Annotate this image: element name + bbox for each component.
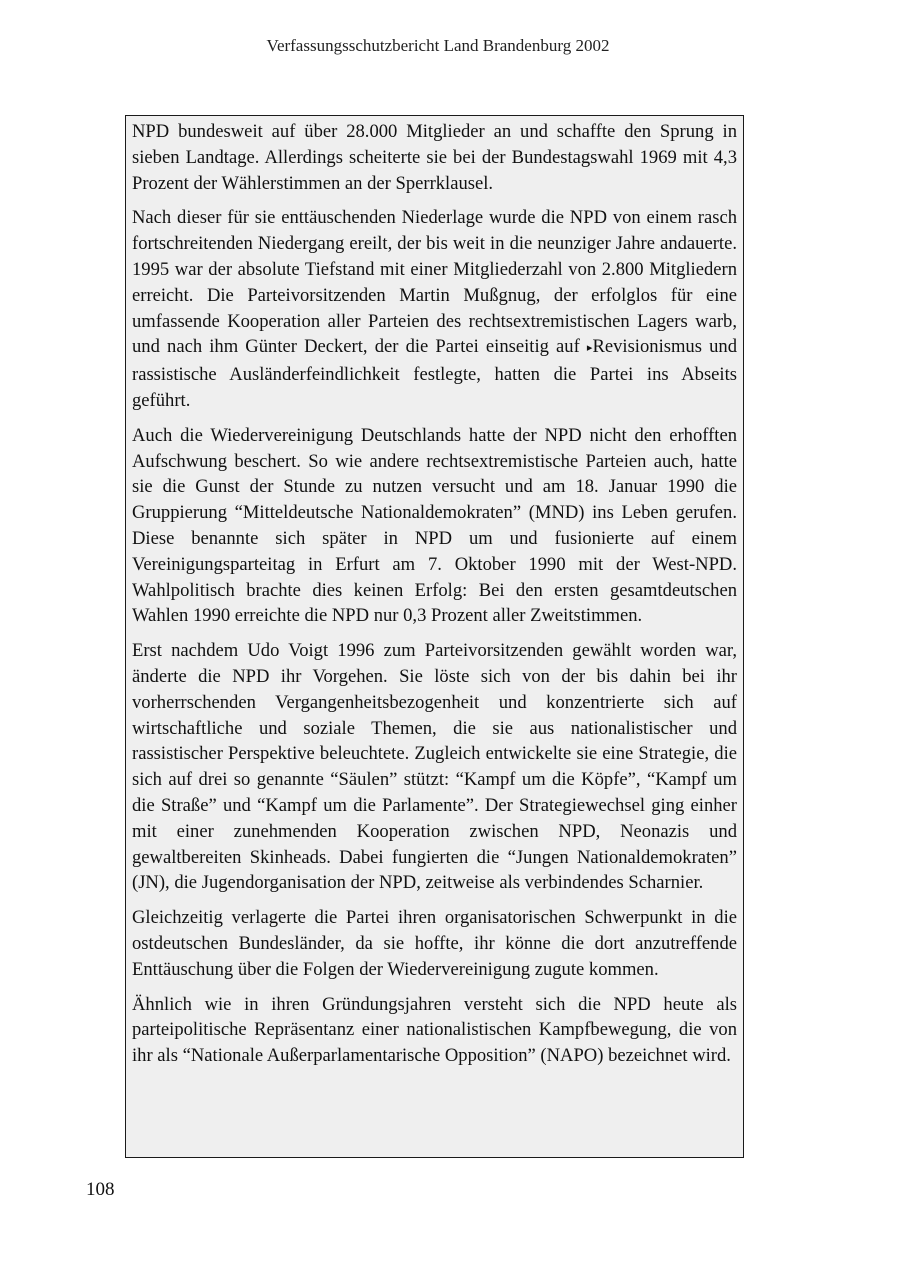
- paragraph-3: Auch die Wiedervereinigung Deutschlands hatte der NPD nicht den erhofften Aufschwung beschert. So wie andere rechtsextremistische Parteien auch, hatte sie die Gunst der Stunde zu nutzen versucht und am 18. Januar 1990 die Gruppierung “Mitteldeutsche Nationaldemokraten” (MND) ins Leben gerufen. Diese benannte sich später in NPD um und fusionierte auf einem Vereinigungsparteitag in Erfurt am 7. Oktober 1990 mit der West-NPD. Wahlpolitisch brachte dies keinen Erfolg: Bei den ersten gesamtdeutschen Wahlen 1990 erreichte die NPD nur 0,3 Prozent aller Zweitstimmen.: [132, 424, 737, 627]
- paragraph-2-text-a: Nach dieser für sie enttäuschenden Niederlage wurde die NPD von einem rasch fortschreitenden Niedergang ereilt, der bis weit in die neunziger Jahre andauerte. 1995 war der absolute Tiefstand mit einer Mitgliederzahl von 2.800 Mitgliedern erreicht. Die Parteivorsitzenden Martin Mußgnug, der erfolglos für eine umfassende Kooperation aller Parteien des rechtsextremistischen Lagers warb, und nach ihm Günter Deckert, der die Partei einseitig auf: [132, 207, 737, 358]
- paragraph-2: [132, 205, 737, 413]
- cross-reference-arrow-icon: ▸: [586, 342, 593, 355]
- paragraph-4: Erst nachdem Udo Voigt 1996 zum Parteivorsitzenden gewählt worden war, änderte die NPD ihr Vorgehen. Sie löste sich von der bis dahin bei ihr vorherrschenden Vergangenheitsbezogenheit und konzentrierte sich auf wirtschaftliche und soziale Themen, die sie aus nationalistischer und rassistischer Perspektive beleuchtete. Zugleich entwickelte sie eine Strategie, die sich auf drei so genannte “Säulen” stützt: “Kampf um die Köpfe”, “Kampf um die Straße” und “Kampf um die Parlamente”. Der Strategiewechsel ging einher mit einer zunehmenden Kooperation zwischen NPD, Neonazis und gewaltbereiten Skinheads. Dabei fungierten die “Jungen Nationaldemokraten” (JN), die Jugendorganisation der NPD, zeitweise als verbindendes Scharnier.: [132, 640, 737, 894]
- framed-text-box: [125, 115, 744, 1158]
- paragraph-1: NPD bundesweit auf über 28.000 Mitglieder an und schaffte den Sprung in sieben Landtage. Allerdings scheiterte sie bei der Bundestagswahl 1969 mit 4,3 Prozent der Wählerstimmen an der Sperrklausel.: [132, 121, 737, 194]
- running-header: Verfassungsschutzbericht Land Brandenburg 2002: [266, 36, 610, 55]
- paragraph-5: Gleichzeitig verlagerte die Partei ihren organisatorischen Schwerpunkt in die ostdeutschen Bundesländer, da sie hoffte, ihr könne die dort anzutreffende Enttäuschung über die Folgen der Wiedervereinigung zugute kommen.: [132, 907, 737, 980]
- paragraph-6: Ähnlich wie in ihren Gründungsjahren versteht sich die NPD heute als parteipolitische Repräsentanz einer nationalistischen Kampfbewegung, die von ihr als “Nationale Außerparlamentarische Opposition” (NAPO) bezeichnet wird.: [132, 993, 737, 1067]
- page-number: 108: [86, 1179, 115, 1200]
- paragraph-2-text-b: Revisionismus und rassistische Ausländerfeindlichkeit festlegte, hatten die Partei ins Abseits geführt.: [132, 336, 737, 411]
